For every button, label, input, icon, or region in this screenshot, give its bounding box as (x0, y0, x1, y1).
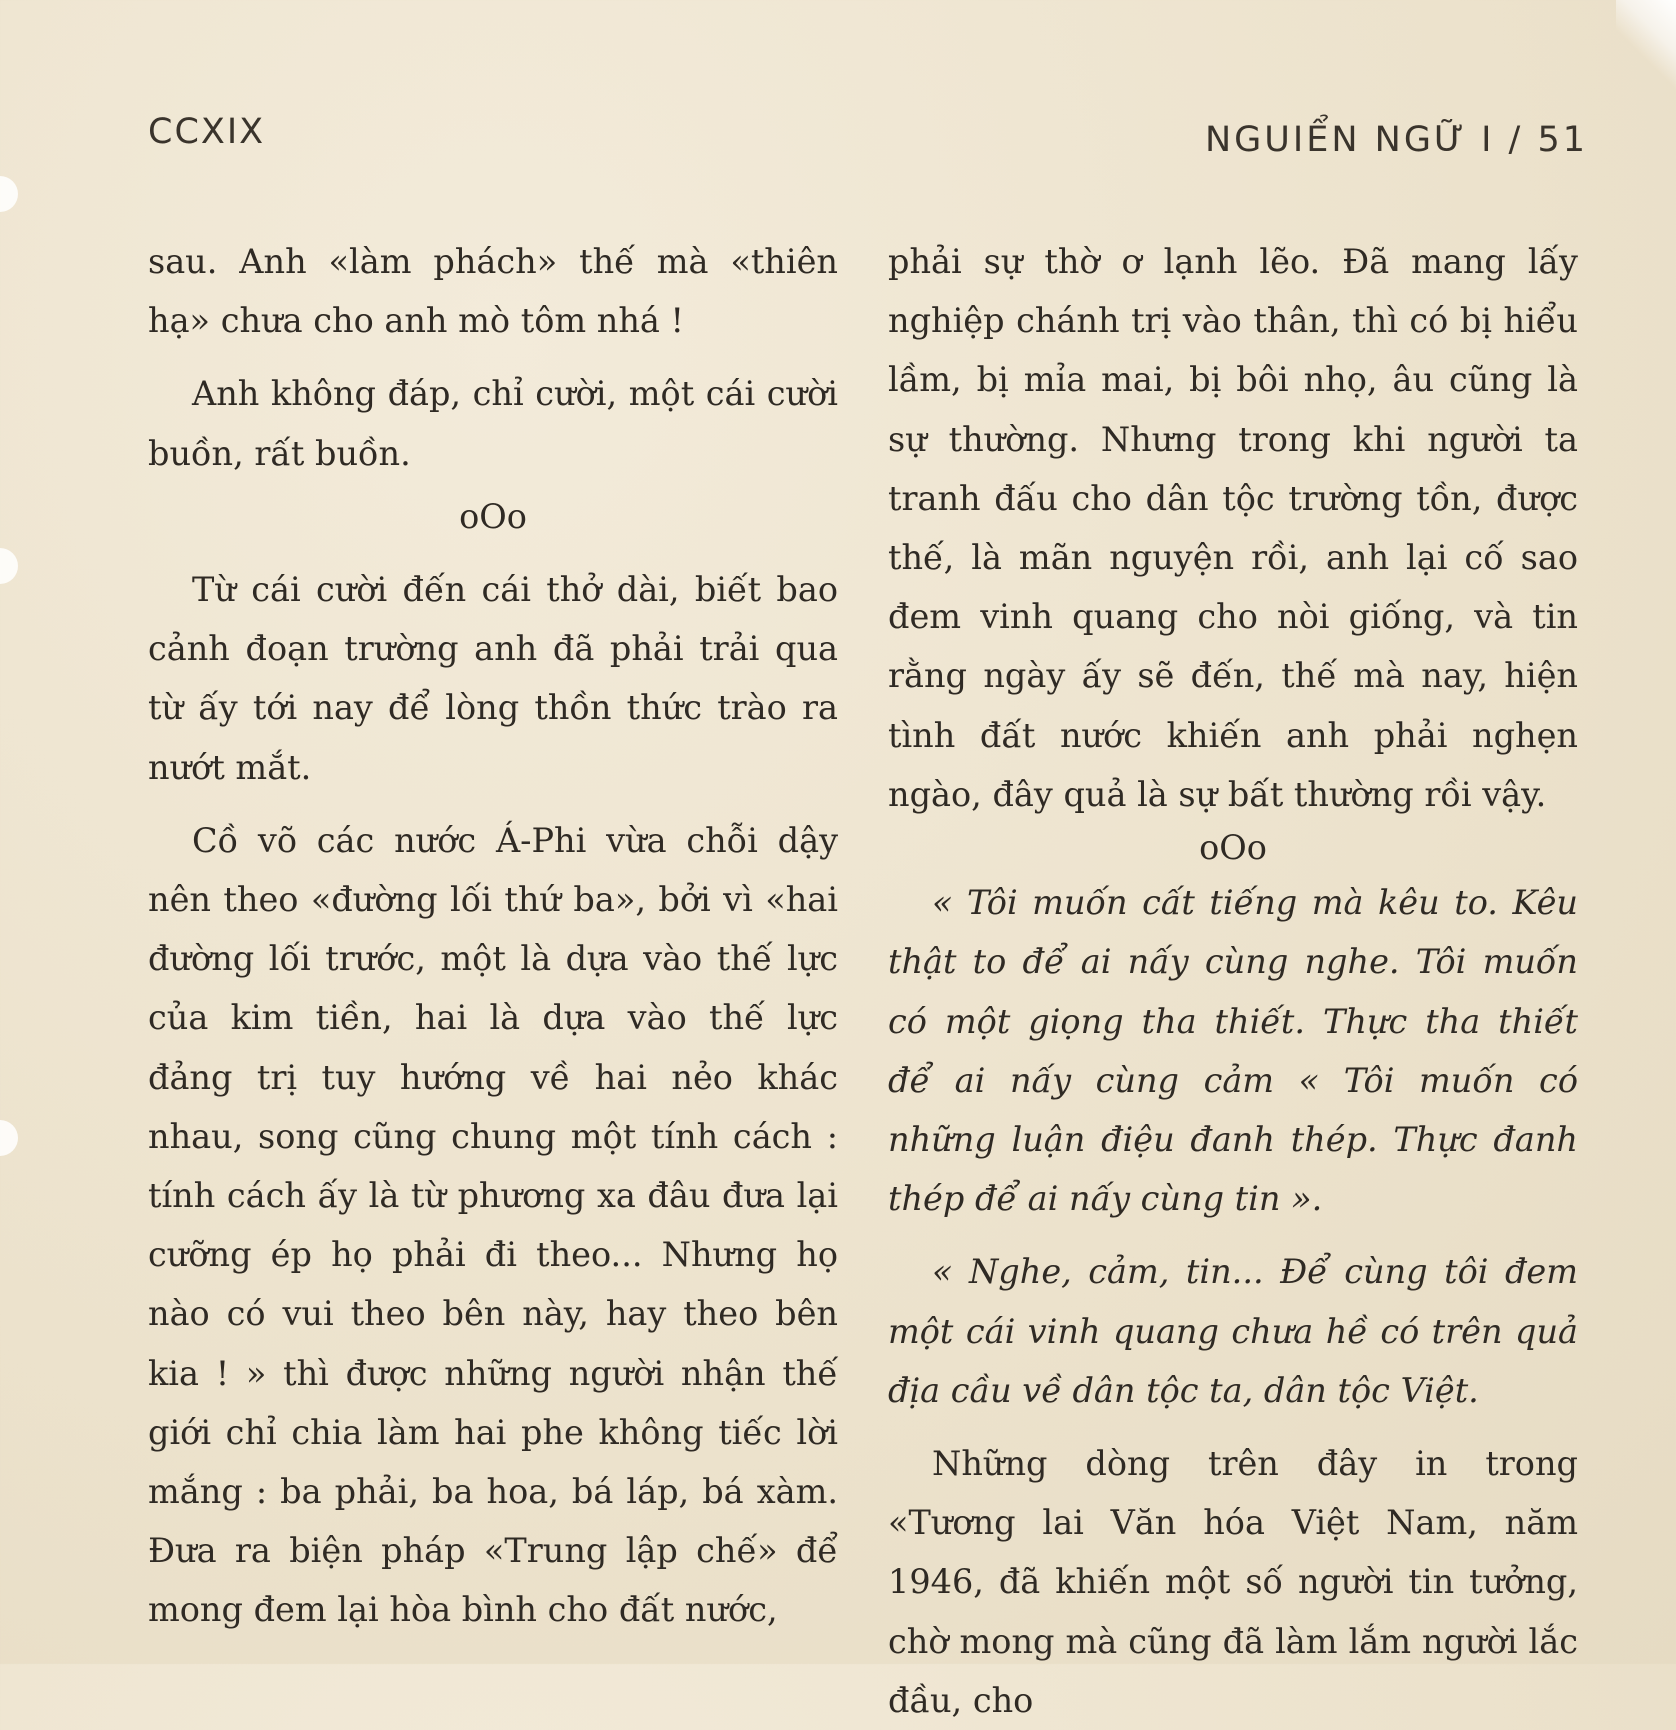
paragraph: Những dòng trên đây in trong «Tương lai Văn hóa Việt Nam, năm 1946, đã khiến một số người tin tưởng, chờ mong mà cũng đã làm lắm người lắc đầu, cho (888, 1444, 1578, 1720)
quote-paragraph: « Nghe, cảm, tin... Để cùng tôi đem một cái vinh quang chưa hề có trên quả địa cầu về dân tộc ta, dân tộc Việt. (888, 1252, 1578, 1410)
binding-hole (0, 1120, 18, 1156)
binding-hole (0, 548, 18, 584)
binding-hole (0, 176, 18, 212)
page-tear (1616, 0, 1676, 90)
chapter-number: CCXIX (148, 112, 266, 152)
paragraph: phải sự thờ ơ lạnh lẽo. Đã mang lấy nghiệp chánh trị vào thân, thì có bị hiểu lầm, bị mỉa mai, bị bôi nhọ, âu cũng là sự thường. Nhưng trong khi người ta tranh đấu cho dân tộc trường tồn, được thế, là mãn nguyện rồi, anh lại cố sao đem vinh quang cho nòi giống, và tin rằng ngày ấy sẽ đến, thế mà nay, hiện tình đất nước khiến anh phải nghẹn ngào, đây quả là sự bất thường rồi vậy. (888, 242, 1578, 814)
quote-paragraph: « Tôi muốn cất tiếng mà kêu to. Kêu thật to để ai nấy cùng nghe. Tôi muốn có một giọng tha thiết. Thực tha thiết để ai nấy cùng cảm « Tôi muốn có những luận điệu đanh thép. Thực đanh thép để ai nấy cùng tin ». (888, 883, 1578, 1219)
running-title: NGUIỂN NGỮ I / 51 (1204, 120, 1588, 160)
paragraph: Từ cái cười đến cái thở dài, biết bao cảnh đoạn trường anh đã phải trải qua từ ấy tới nay để lòng thồn thức trào ra nướt mắt. (148, 570, 838, 787)
section-divider: oOo (459, 496, 527, 536)
paragraph: Anh không đáp, chỉ cười, một cái cười buồn, rất buồn. (148, 374, 838, 473)
paragraph: Cồ võ các nước Á-Phi vừa chỗi dậy nên theo «đường lối thứ ba», bởi vì «hai đường lối trước, một là dựa vào thế lực của kim tiền, hai là dựa vào thế lực đảng trị tuy hướng về hai nẻo khác nhau, song cũng chung một tính cách : tính cách ấy là từ phương xa đâu đưa lại cưỡng ép họ phải đi theo... Nhưng họ nào có vui theo bên này, hay theo bên kia ! » thì được những người nhận thế giới chỉ chia làm hai phe không tiếc lời mắng : ba phải, ba hoa, bá láp, bá xàm. Đưa ra biện pháp «Trung lập chế» để mong đem lại hòa bình cho đất nước, (148, 820, 838, 1630)
section-divider: oOo (1199, 828, 1267, 868)
page-header (148, 112, 1588, 172)
right-column (888, 232, 1578, 1730)
left-column (148, 232, 838, 1640)
paragraph: sau. Anh «làm phách» thế mà «thiên hạ» chưa cho anh mò tôm nhá ! (148, 242, 838, 341)
